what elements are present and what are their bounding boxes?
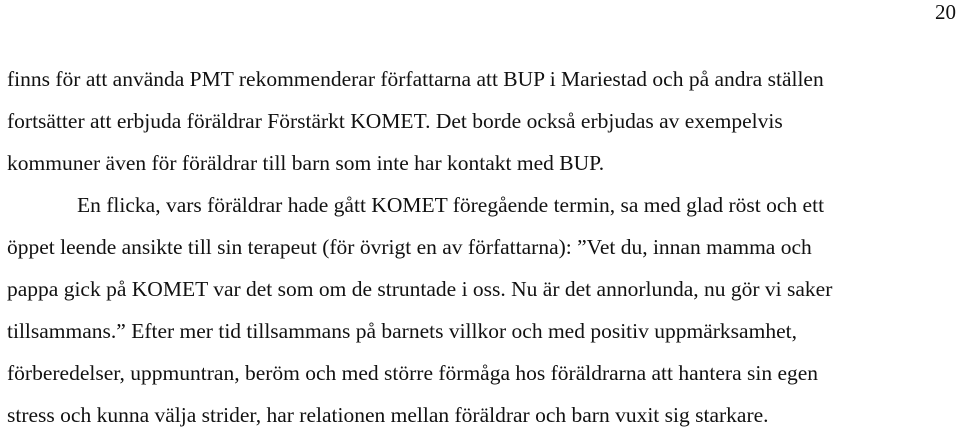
text-line: fortsätter att erbjuda föräldrar Förstärkt KOMET. Det borde också erbjudas av exempelvis bbox=[7, 109, 783, 133]
text-line: finns för att använda PMT rekommenderar författarna att BUP i Mariestad och på andra ställen bbox=[7, 67, 824, 91]
text-line: tillsammans.” Efter mer tid tillsammans på barnets villkor och med positiv uppmärksamhet, bbox=[7, 319, 797, 343]
text-line: En flicka, vars föräldrar hade gått KOMET föregående termin, sa med glad röst och ett bbox=[77, 193, 825, 217]
paragraph-2 bbox=[7, 184, 957, 436]
body-text bbox=[7, 58, 957, 436]
text-line: pappa gick på KOMET var det som om de struntade i oss. Nu är det annorlunda, nu gör vi saker bbox=[7, 277, 833, 301]
text-line: öppet leende ansikte till sin terapeut (för övrigt en av författarna): ”Vet du, innan mamma och bbox=[7, 235, 812, 259]
page-number: 20 bbox=[935, 0, 956, 24]
text-line: kommuner även för föräldrar till barn som inte har kontakt med BUP. bbox=[7, 151, 605, 175]
text-line: förberedelser, uppmuntran, beröm och med större förmåga hos föräldrarna att hantera sin egen bbox=[7, 361, 819, 385]
paragraph-1 bbox=[7, 58, 957, 184]
text-line: stress och kunna välja strider, har relationen mellan föräldrar och barn vuxit sig starkare. bbox=[7, 403, 769, 427]
